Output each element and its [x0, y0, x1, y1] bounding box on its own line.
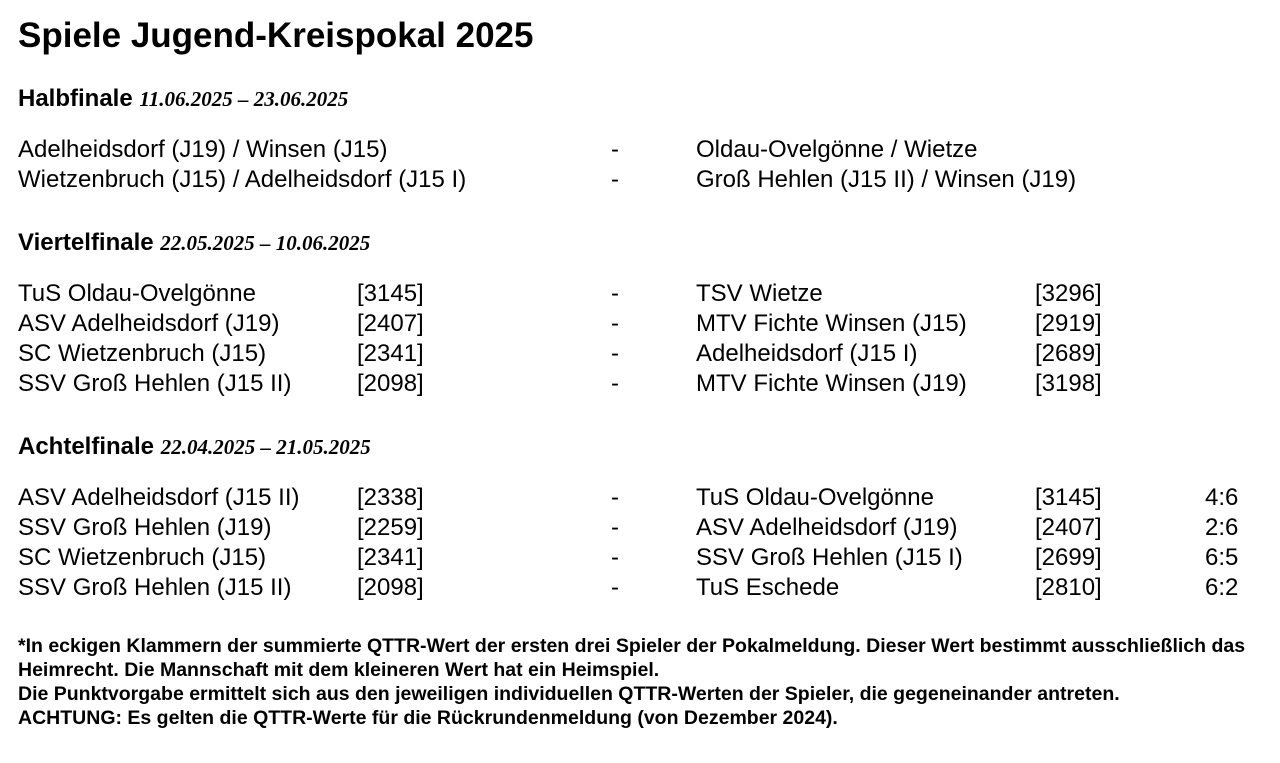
quarterfinal-heading [18, 228, 1268, 258]
match-row [18, 165, 1268, 195]
round16-section [18, 432, 1268, 603]
match-row [18, 369, 1268, 399]
semifinal-heading [18, 84, 1268, 114]
home-qttr: [2098] [357, 574, 424, 601]
footnote-warning: ACHTUNG: Es gelten die QTTR-Werte für die Rückrundenmeldung (von Dezember 2024). [18, 707, 838, 729]
footnote-qttr-explanation: *In eckigen Klammern der summierte QTTR-Wert der ersten drei Spieler der Pokalmeldung. Dieser Wert bestimmt ausschließlich das Heimrecht. Die Mannschaft mit dem kleineren Wert hat ein Heimspiel. [18, 635, 1246, 681]
away-team: TuS Eschede [696, 574, 840, 601]
match-score: 6:5 [1205, 544, 1239, 571]
match-row [18, 135, 1268, 165]
away-team: TSV Wietze [696, 280, 823, 307]
semifinal-section [18, 84, 1268, 195]
round16-list [18, 483, 1268, 603]
semifinal-dates: 11.06.2025 – 23.06.2025 [139, 87, 349, 111]
footnote-handicap: Die Punktvorgabe ermittelt sich aus den jeweiligen individuellen QTTR-Werten der Spieler, die gegeneinander antreten. [18, 683, 1120, 705]
quarterfinal-label: Viertelfinale [18, 229, 154, 256]
home-team: SC Wietzenbruch (J15) [18, 544, 267, 571]
match-row [18, 279, 1268, 309]
vs-separator: - [611, 340, 619, 367]
away-team: MTV Fichte Winsen (J19) [696, 370, 967, 397]
away-qttr: [3198] [1035, 370, 1102, 397]
home-team: SC Wietzenbruch (J15) [18, 340, 267, 367]
home-qttr: [2341] [357, 340, 424, 367]
semifinal-list [18, 135, 1268, 195]
home-team: SSV Groß Hehlen (J15 II) [18, 574, 292, 601]
home-qttr: [2407] [357, 310, 424, 337]
vs-separator: - [611, 370, 619, 397]
away-team: TuS Oldau-Ovelgönne [696, 484, 934, 511]
match-score: 4:6 [1205, 484, 1239, 511]
footnote [18, 634, 1268, 730]
vs-separator: - [611, 166, 619, 193]
match-score: 2:6 [1205, 514, 1239, 541]
home-team: SSV Groß Hehlen (J19) [18, 514, 272, 541]
round16-dates: 22.04.2025 – 21.05.2025 [160, 435, 371, 459]
quarterfinal-section [18, 228, 1268, 399]
away-qttr: [2689] [1035, 340, 1102, 367]
vs-separator: - [611, 136, 619, 163]
match-row [18, 573, 1268, 603]
document-page [18, 14, 1268, 603]
match-row [18, 309, 1268, 339]
home-team: ASV Adelheidsdorf (J19) [18, 310, 280, 337]
vs-separator: - [611, 484, 619, 511]
away-team: MTV Fichte Winsen (J15) [696, 310, 967, 337]
home-team: TuS Oldau-Ovelgönne [18, 280, 256, 307]
away-team: SSV Groß Hehlen (J15 I) [696, 544, 963, 571]
round16-label: Achtelfinale [18, 433, 155, 460]
away-team: ASV Adelheidsdorf (J19) [696, 514, 958, 541]
match-row [18, 513, 1268, 543]
away-qttr: [2919] [1035, 310, 1102, 337]
away-qttr: [2810] [1035, 574, 1102, 601]
page-title: Spiele Jugend-Kreispokal 2025 [18, 16, 534, 55]
vs-separator: - [611, 574, 619, 601]
match-row [18, 483, 1268, 513]
away-team: Oldau-Ovelgönne / Wietze [696, 136, 978, 163]
home-qttr: [2098] [357, 370, 424, 397]
away-qttr: [2699] [1035, 544, 1102, 571]
home-qttr: [2341] [357, 544, 424, 571]
vs-separator: - [611, 310, 619, 337]
semifinal-label: Halbfinale [18, 85, 133, 112]
home-qttr: [3145] [357, 280, 424, 307]
home-qttr: [2338] [357, 484, 424, 511]
home-team: Adelheidsdorf (J19) / Winsen (J15) [18, 136, 388, 163]
round16-heading [18, 432, 1268, 462]
vs-separator: - [611, 544, 619, 571]
home-team: Wietzenbruch (J15) / Adelheidsdorf (J15 I) [18, 166, 467, 193]
match-row [18, 339, 1268, 369]
home-team: SSV Groß Hehlen (J15 II) [18, 370, 292, 397]
home-team: ASV Adelheidsdorf (J15 II) [18, 484, 300, 511]
home-qttr: [2259] [357, 514, 424, 541]
vs-separator: - [611, 514, 619, 541]
away-qttr: [2407] [1035, 514, 1102, 541]
quarterfinal-dates: 22.05.2025 – 10.06.2025 [160, 231, 371, 255]
away-team: Groß Hehlen (J15 II) / Winsen (J19) [696, 166, 1077, 193]
vs-separator: - [611, 280, 619, 307]
match-score: 6:2 [1205, 574, 1239, 601]
match-row [18, 543, 1268, 573]
away-qttr: [3296] [1035, 280, 1102, 307]
away-team: Adelheidsdorf (J15 I) [696, 340, 918, 367]
away-qttr: [3145] [1035, 484, 1102, 511]
quarterfinal-list [18, 279, 1268, 399]
